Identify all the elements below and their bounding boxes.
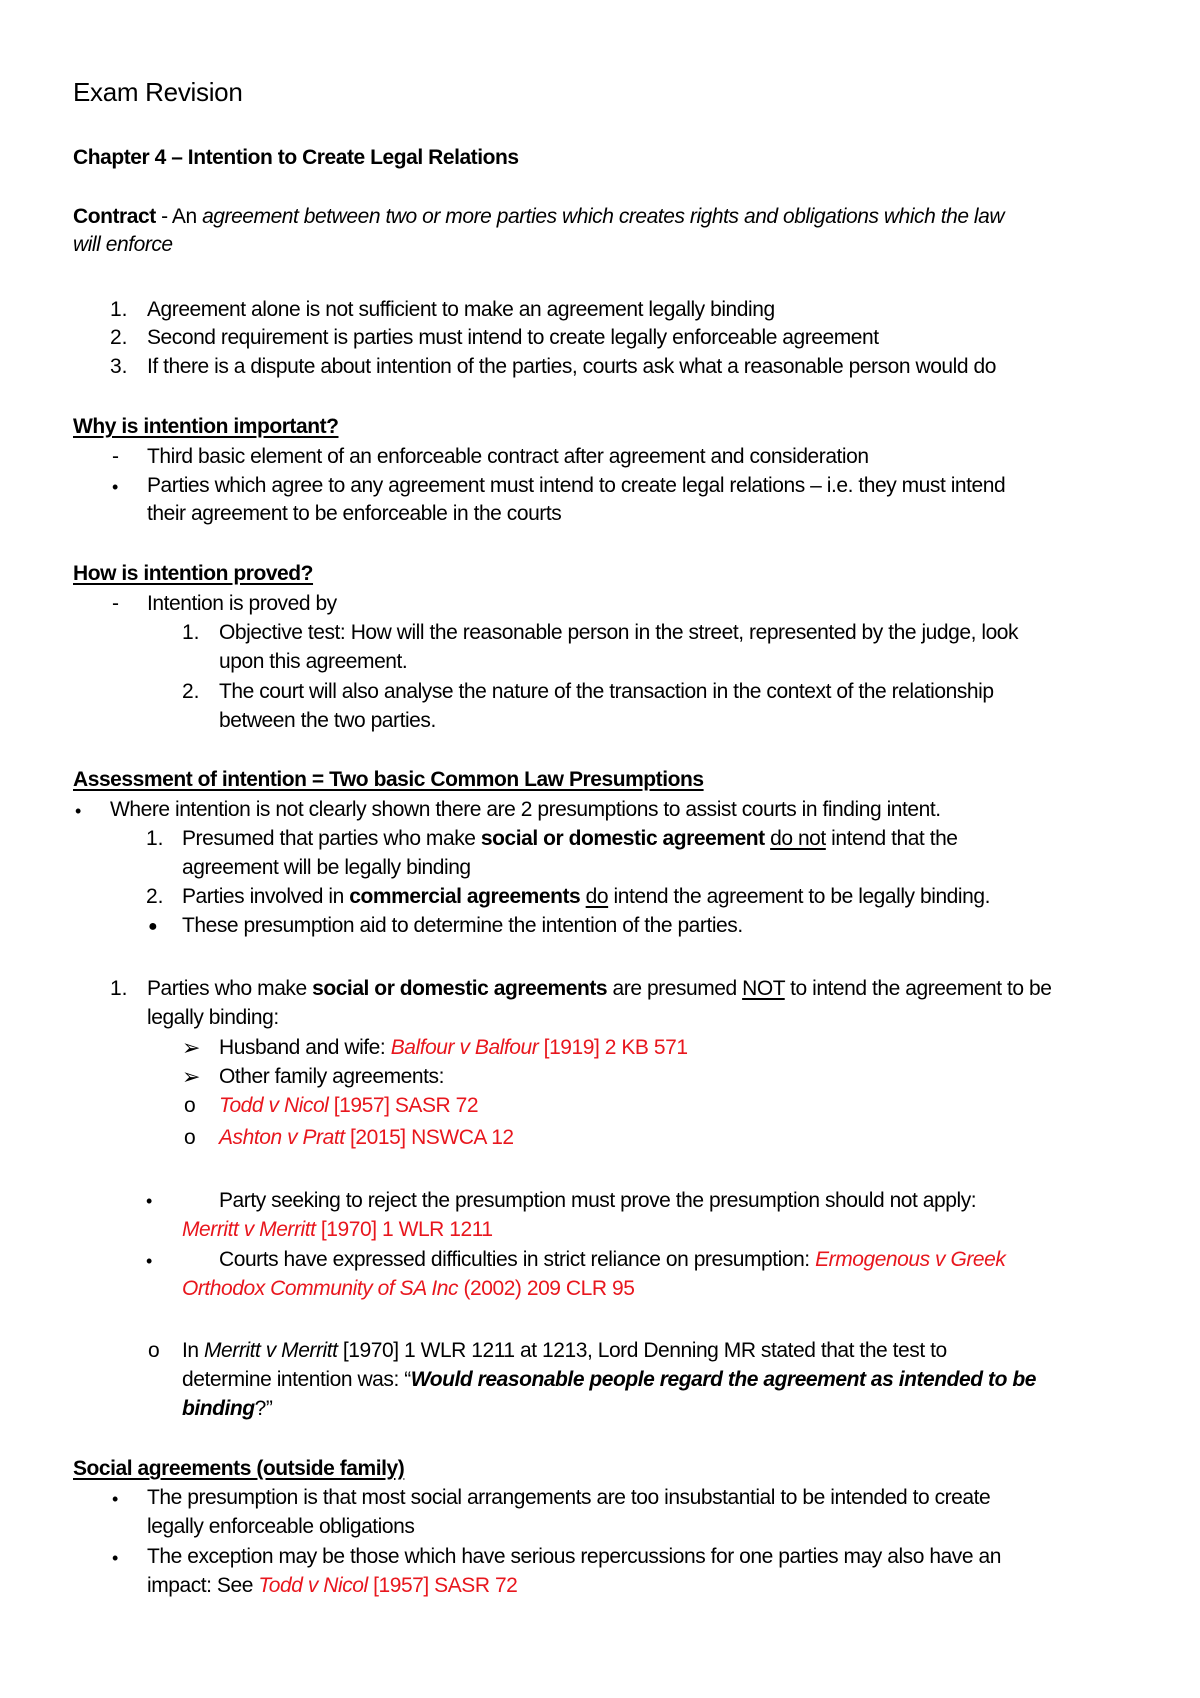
- list-item-continuation: their agreement to be enforceable in the courts: [147, 502, 562, 525]
- text-run: In: [182, 1339, 204, 1362]
- list-item: [219, 1092, 478, 1120]
- text-run-underlined: NOT: [742, 977, 785, 1000]
- list-item-continuation: [182, 1366, 1036, 1394]
- arrow-bullet-icon: ➢: [182, 1035, 201, 1060]
- list-marker: 1.: [146, 827, 164, 850]
- dot-marker: ●: [148, 918, 158, 935]
- list-item-continuation: [182, 1275, 634, 1303]
- list-item: Party seeking to reject the presumption must prove the presumption should not apply:: [219, 1189, 977, 1212]
- list-item: [182, 883, 990, 911]
- quote-bold-italic: binding: [182, 1397, 255, 1420]
- document-title: Exam Revision: [73, 77, 243, 107]
- case-citation: [1970] 1 WLR 1211: [315, 1218, 493, 1241]
- case-citation: [1919] 2 KB 571: [538, 1036, 688, 1059]
- text-run: intend the agreement to be legally binding.: [608, 885, 990, 908]
- case-name: Merritt v Merritt: [204, 1339, 338, 1362]
- contract-definition-text: agreement between two or more parties which creates rights and obligations which the law: [202, 205, 1005, 228]
- list-marker: 3.: [110, 355, 128, 378]
- list-item: [182, 825, 958, 853]
- list-item: The presumption is that most social arrangements are too insubstantial to be intended to create: [147, 1486, 991, 1509]
- list-item-continuation: upon this agreement.: [219, 650, 408, 673]
- list-item: [182, 1337, 947, 1365]
- list-item: Other family agreements:: [219, 1065, 444, 1088]
- list-item-continuation: [182, 1395, 272, 1423]
- list-item: [219, 1246, 1005, 1274]
- circle-marker: o: [148, 1339, 160, 1362]
- list-item: [147, 975, 1051, 1003]
- list-item-continuation: between the two parties.: [219, 709, 436, 732]
- case-name: Merritt v Merritt: [182, 1218, 316, 1241]
- list-item-continuation: legally binding:: [147, 1006, 279, 1029]
- contract-definition-line-2: will enforce: [73, 233, 173, 256]
- section-heading-how: How is intention proved?: [73, 562, 314, 585]
- list-item: Third basic element of an enforceable contract after agreement and consideration: [147, 445, 869, 468]
- list-item: Objective test: How will the reasonable person in the street, represented by the judge, look: [219, 621, 1019, 644]
- text-run: Parties involved in: [182, 885, 350, 908]
- text-run-underlined: do not: [770, 827, 826, 850]
- contract-definition-line-1: [73, 203, 1004, 231]
- chapter-heading: Chapter 4 – Intention to Create Legal Relations: [73, 146, 519, 169]
- list-item: Parties which agree to any agreement must intend to create legal relations – i.e. they must intend: [147, 474, 1006, 497]
- text-run: [1970] 1 WLR 1211 at 1213, Lord Denning MR stated that the test to: [337, 1339, 947, 1362]
- text-run-bold: social or domestic agreement: [480, 827, 765, 850]
- list-marker: 2.: [146, 885, 164, 908]
- section-heading-why: Why is intention important?: [73, 415, 339, 438]
- text-run: to intend the agreement to be: [784, 977, 1052, 1000]
- list-marker: 1.: [110, 298, 128, 321]
- list-item: The court will also analyse the nature of the transaction in the context of the relationship: [219, 680, 994, 703]
- list-item: [219, 1124, 514, 1152]
- case-name: Ermogenous v Greek: [815, 1248, 1006, 1271]
- text-run: intend that the: [825, 827, 958, 850]
- section-heading-social: Social agreements (outside family): [73, 1457, 405, 1480]
- arrow-bullet-icon: ➢: [182, 1064, 201, 1089]
- circle-marker: o: [184, 1094, 196, 1117]
- text-run-bold: social or domestic agreements: [312, 977, 608, 1000]
- case-name: Ashton v Pratt: [219, 1126, 345, 1149]
- dash-marker: -: [112, 445, 119, 468]
- list-item-continuation: [182, 1216, 493, 1244]
- bullet-marker: •: [112, 1489, 119, 1509]
- list-item-continuation: agreement will be legally binding: [182, 856, 471, 879]
- case-citation: (2002) 209 CLR 95: [458, 1277, 635, 1300]
- list-item: These presumption aid to determine the intention of the parties.: [182, 914, 743, 937]
- bullet-marker: •: [75, 801, 82, 821]
- list-item: If there is a dispute about intention of the parties, courts ask what a reasonable person would do: [147, 355, 996, 378]
- case-name: Todd v Nicol: [258, 1574, 368, 1597]
- bullet-marker: •: [146, 1251, 153, 1271]
- list-marker: 2.: [182, 680, 200, 703]
- list-marker: 1.: [110, 977, 128, 1000]
- list-item-continuation: [147, 1572, 517, 1600]
- text-run: Parties who make: [147, 977, 313, 1000]
- text-run-underlined: do: [585, 885, 609, 908]
- circle-marker: o: [184, 1126, 196, 1149]
- list-item: Intention is proved by: [147, 592, 337, 615]
- text-run: ?”: [254, 1397, 273, 1420]
- bullet-marker: •: [146, 1191, 153, 1211]
- text-run: Presumed that parties who make: [182, 827, 481, 850]
- case-name: Orthodox Community of SA Inc: [182, 1277, 459, 1300]
- case-name: Balfour v Balfour: [390, 1036, 539, 1059]
- contract-term: Contract: [73, 205, 156, 228]
- list-marker: 2.: [110, 326, 128, 349]
- section-heading-assessment: Assessment of intention = Two basic Common Law Presumptions: [73, 768, 704, 791]
- list-item: Agreement alone is not sufficient to make an agreement legally binding: [147, 298, 775, 321]
- list-item: Where intention is not clearly shown there are 2 presumptions to assist courts in finding intent.: [110, 798, 941, 821]
- text-run: are presumed: [607, 977, 743, 1000]
- case-citation: [1957] SASR 72: [328, 1094, 479, 1117]
- list-marker: 1.: [182, 621, 200, 644]
- dash-marker: -: [112, 592, 119, 615]
- text-run: Courts have expressed difficulties in strict reliance on presumption:: [219, 1248, 816, 1271]
- case-citation: [1957] SASR 72: [367, 1574, 518, 1597]
- text-run-bold: commercial agreements: [349, 885, 581, 908]
- case-citation: [2015] NSWCA 12: [344, 1126, 514, 1149]
- text-run: Husband and wife:: [219, 1036, 391, 1059]
- contract-dash: - An: [155, 205, 203, 228]
- text-run: impact: See: [147, 1574, 259, 1597]
- bullet-marker: •: [112, 477, 119, 497]
- bullet-marker: •: [112, 1548, 119, 1568]
- list-item-continuation: legally enforceable obligations: [147, 1515, 415, 1538]
- case-name: Todd v Nicol: [219, 1094, 329, 1117]
- list-item: [219, 1034, 688, 1062]
- quote-bold-italic: Would reasonable people regard the agreement as intended to be: [410, 1368, 1036, 1391]
- list-item: Second requirement is parties must intend to create legally enforceable agreement: [147, 326, 879, 349]
- text-run: determine intention was: “: [182, 1368, 411, 1391]
- list-item: The exception may be those which have serious repercussions for one parties may also have an: [147, 1545, 1001, 1568]
